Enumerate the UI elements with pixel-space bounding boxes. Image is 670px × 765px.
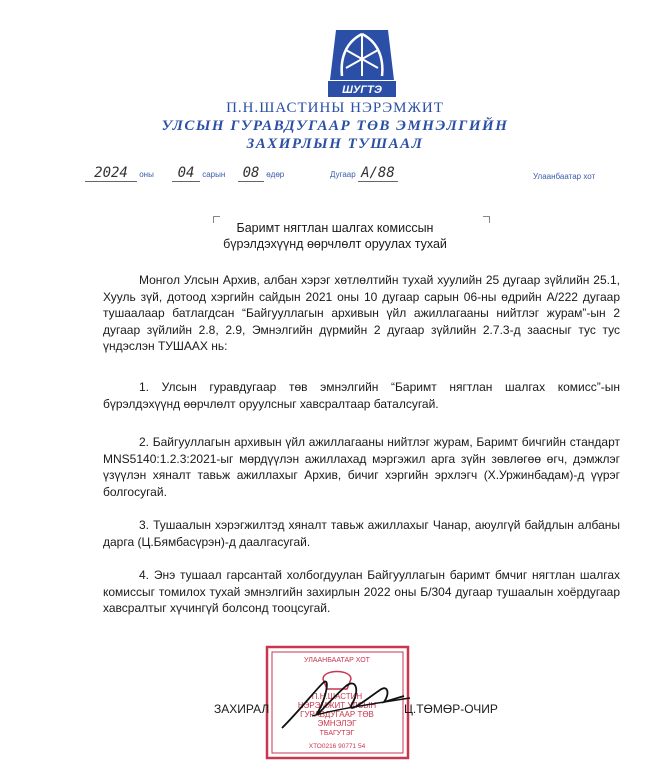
date-day [238,165,284,182]
hospital-logo [328,28,396,98]
day-suffix: өдөр [266,170,285,179]
logo-text: ШУГТЭ [342,84,382,96]
handwritten-signature [272,668,417,738]
number-value: А/88 [358,165,398,182]
order-item-1-text: 1. Улсын гуравдугаар төв эмнэлгийн “Баримт нягтлан шалгах комисс”-ын бүрэлдэхүүнд өөрчлөлт оруулсныг хавсралтаар баталсугай. [103,380,620,411]
order-item-4 [103,567,620,617]
stamp-line3: ГУРАВДУГААР ТӨВ [300,710,374,719]
number-label: Дугаар [330,170,356,179]
stamp-line1: П.Н.ШАСТИН [311,692,363,701]
day-value: 08 [238,165,264,182]
order-item-2-text: 2. Байгууллагын архивын үйл ажиллагааны нийтлэг журам, Баримт бичгийн стандарт MNS5140:1.2.3:2021-ыг мөрдүүлэн ажиллахад мэргэжил арга зүйн зөвлөгөө өгч, дэмжлэг үзүүлэн хяналт тавьж ажиллахыг Архив, бичиг хэргийн эрхлэгч (Х.Уржинбадам)-д үүрэг болгосугай. [103,435,620,499]
document-type-title: ЗАХИРЛЫН ТУШААЛ [246,136,424,152]
order-item-4-text: 4. Энэ тушаал гарсантай холбогдуулан Байгууллагын баримт бмчиг нягтлан шалгах комиссыг томилох тухай эмнэлгийн захирлын 2022 оны Б/304 дугаар тушаалын хоёрдугаар хавсралтыг хүчингүй болсонд тооцсугай. [103,568,620,615]
date-year [85,165,154,182]
month-value: 04 [172,165,200,182]
signatory-name: Ц.ТӨМӨР-ОЧИР [404,702,498,716]
stamp-line5: ТБАГУТЭГ [319,730,355,737]
year-suffix: оны [139,170,154,179]
preamble-text: Монгол Улсын Архив, албан хэрэг хөтлөлтийн тухай хуулийн 25 дугаар зүйлийн 25.1, Хууль зүй, дотоод хэргийн сайдын 2021 оны 10 дугаар сарын 06-ны өдрийн А/222 дугаар тушаалаар батлагдсан “Байгууллагын архивын үйл ажиллагааны нийтлэг журам”-ын 2 дугаар зүйлийн 2.8, 2.9, Эмнэлгийн дүрмийн 2 дугаар зүйлийн 2.7.3-д заасныг тус тус үндэслэн ТУШААХ нь: [103,273,620,353]
stamp-line4: ЭМНЭЛЭГ [317,719,357,728]
year-value: 2024 [85,165,137,182]
date-month [172,165,225,182]
order-item-1 [103,379,620,412]
preamble-paragraph [103,272,620,355]
month-suffix: сарын [202,170,226,179]
subject-line2: бүрэлдэхүүнд өөрчлөлт оруулах тухай [223,237,447,251]
order-item-2 [103,434,620,500]
order-item-3 [103,517,620,550]
subject-line1: Баримт нягтлан шалгах комиссын [236,221,434,235]
org-name-line1: П.Н.ШАСТИНЫ НЭРЭМЖИТ [226,100,444,116]
stamp-bottom-text: ХТО0216 90771 54 [308,743,366,750]
order-item-3-text: 3. Тушаалын хэрэгжилтэд хяналт тавьж ажиллахыг Чанар, аюулгүй байдлын албаны дарга (Ц.Бямбасүрэн)-д даалгасугай. [103,518,620,549]
org-name-line2: УЛСЫН ГУРАВДУГААР ТӨВ ЭМНЭЛГИЙН [161,118,509,134]
signatory-title: ЗАХИРАЛ [214,702,270,716]
stamp-top-text: УЛААНБААТАР ХОТ [304,657,370,664]
order-number [330,165,398,182]
stamp-line2: НЭРЭМЖИТ УЛСЫН [297,701,377,710]
place-label: Улаанбаатар хот [533,172,596,181]
